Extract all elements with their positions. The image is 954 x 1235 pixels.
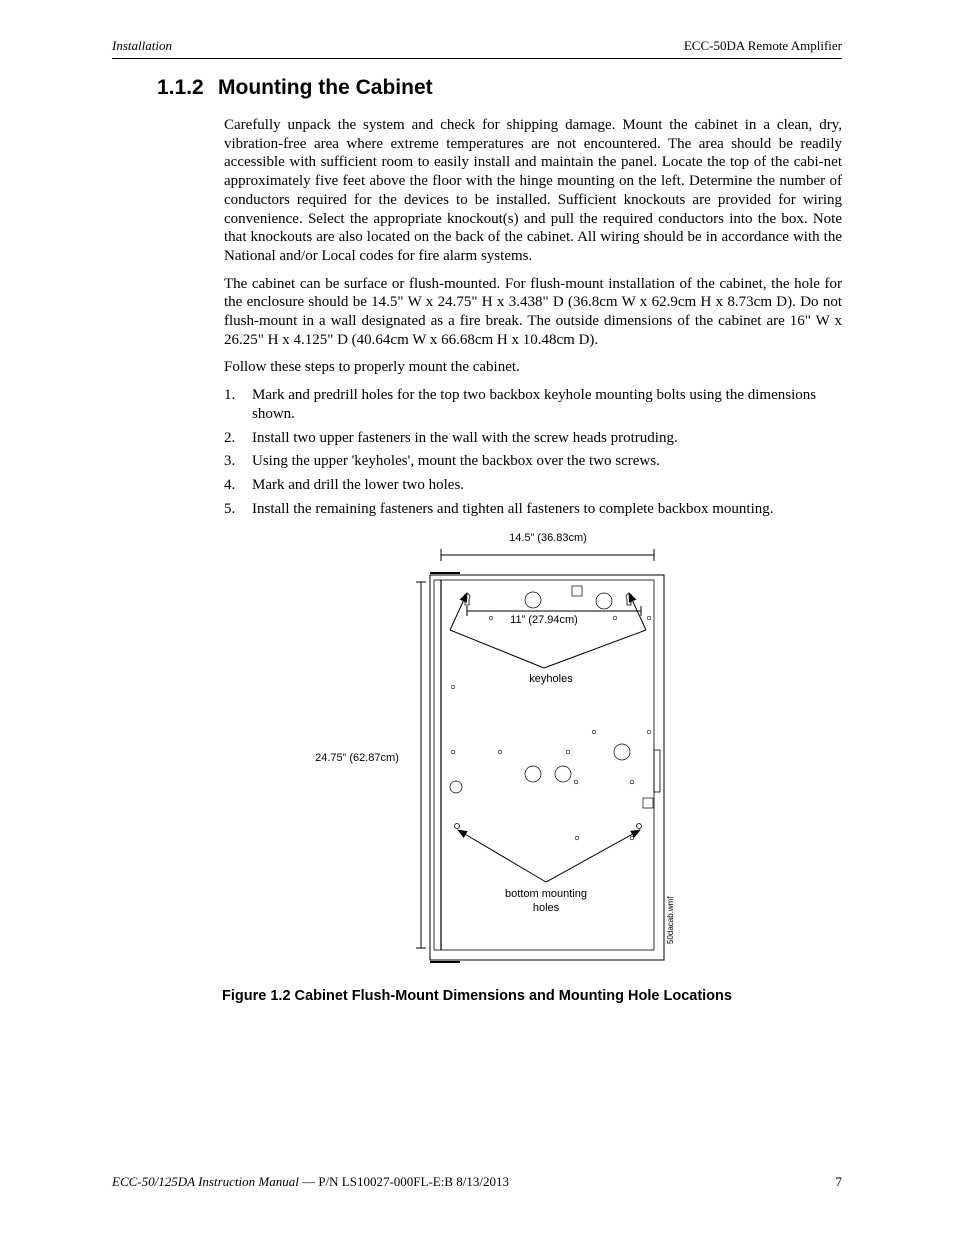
page-number: 7	[835, 1174, 842, 1189]
header-section-label: Installation	[112, 38, 172, 53]
step-text: Install the remaining fasteners and tighten all fasteners to complete backbox mounting.	[252, 500, 774, 517]
footer-manual-title: ECC-50/125DA Instruction Manual	[112, 1174, 299, 1189]
header-document-title: ECC-50DA Remote Amplifier	[683, 38, 842, 53]
knockout	[614, 744, 630, 760]
mounting-hole	[455, 824, 460, 829]
cabinet-drawing	[290, 520, 730, 970]
knockout	[555, 766, 571, 782]
step-number: 4.	[224, 476, 236, 493]
section-number: 1.1.2	[157, 76, 204, 99]
step-number: 5.	[224, 500, 236, 517]
list-item	[224, 429, 842, 448]
height-label: 24.75” (62.87cm)	[315, 752, 399, 764]
mounting-hole	[637, 824, 642, 829]
intro-paragraph: Carefully unpack the system and check for shipping damage. Mount the cabinet in a clean, dry, vibration-free area where extreme temperatures are not encountered. The area should be readily accessible with sufficient room to easily install and maintain the panel. Locate the top of the cabi-net approximately five feet above the floor with the hinge mounting on the left. Determine the number of conductors required for the devices to be installed. Sufficient knockouts are provided for wiring convenience. Select the appropriate knockout(s) and pull the required conductors into the box. Note that knockouts are also located on the back of the cabinet. All wiring should be in accordance with the National and/or Local codes for fire alarm systems.	[224, 117, 842, 264]
cabinet-diagram	[290, 520, 730, 970]
body-text	[224, 116, 842, 523]
steps-intro-paragraph: Follow these steps to properly mount the cabinet.	[224, 359, 520, 376]
list-item	[224, 476, 842, 495]
height-dimension	[315, 582, 426, 948]
knockout	[525, 766, 541, 782]
section-title: Mounting the Cabinet	[218, 76, 433, 99]
keyholes-callout	[450, 593, 646, 685]
step-text: Mark and drill the lower two holes.	[252, 476, 465, 493]
list-item	[224, 386, 842, 423]
step-text: Using the upper 'keyholes', mount the backbox over the two screws.	[252, 453, 660, 470]
keyhole-icon	[464, 594, 470, 605]
section-heading	[157, 76, 433, 100]
keyhole-spacing-label: 11” (27.94cm)	[510, 614, 578, 626]
step-number: 3.	[224, 453, 236, 470]
figure-file-label: 50dacab.wmf	[666, 896, 675, 944]
width-dimension	[441, 532, 654, 561]
keyholes-label: keyholes	[529, 673, 573, 685]
bottom-holes-callout	[458, 830, 640, 914]
list-item	[224, 452, 842, 471]
knockout	[525, 592, 541, 608]
screw-holes	[451, 616, 651, 840]
footer-manual-info	[112, 1174, 509, 1189]
keyhole-icon	[626, 594, 632, 605]
keyhole-icons	[464, 594, 632, 605]
step-number: 2.	[224, 429, 236, 446]
step-text: Mark and predrill holes for the top two backbox keyhole mounting bolts using the dimensions shown.	[252, 387, 817, 422]
bottom-mounting-holes	[455, 824, 642, 829]
step-number: 1.	[224, 387, 236, 404]
step-text: Install two upper fasteners in the wall with the screw heads protruding.	[252, 429, 678, 446]
page-header	[112, 38, 842, 59]
knockout	[450, 781, 462, 793]
bottom-holes-label-line1: bottom mounting	[505, 888, 587, 900]
figure-caption: Figure 1.2 Cabinet Flush-Mount Dimensions and Mounting Hole Locations	[222, 988, 732, 1004]
list-item	[224, 500, 842, 519]
flush-mount-paragraph: The cabinet can be surface or flush-mounted. For flush-mount installation of the cabinet, the hole for the enclosure should be 14.5" W x 24.75" H x 3.438" D (36.8cm W x 62.9cm H x 8.73cm D). Do not flush-mount in a wall designated as a fire break. The outside dimensions of the cabinet are 16" W x 26.25" H x 4.125" D (40.64cm W x 66.68cm H x 10.48cm D).	[224, 275, 842, 348]
page-footer	[112, 1174, 842, 1190]
width-label: 14.5” (36.83cm)	[509, 532, 587, 544]
mounting-steps-list	[224, 386, 842, 518]
knockout	[596, 593, 612, 609]
footer-part-number: — P/N LS10027-000FL-E:B 8/13/2013	[298, 1174, 509, 1189]
bottom-holes-label-line2: holes	[532, 902, 560, 914]
